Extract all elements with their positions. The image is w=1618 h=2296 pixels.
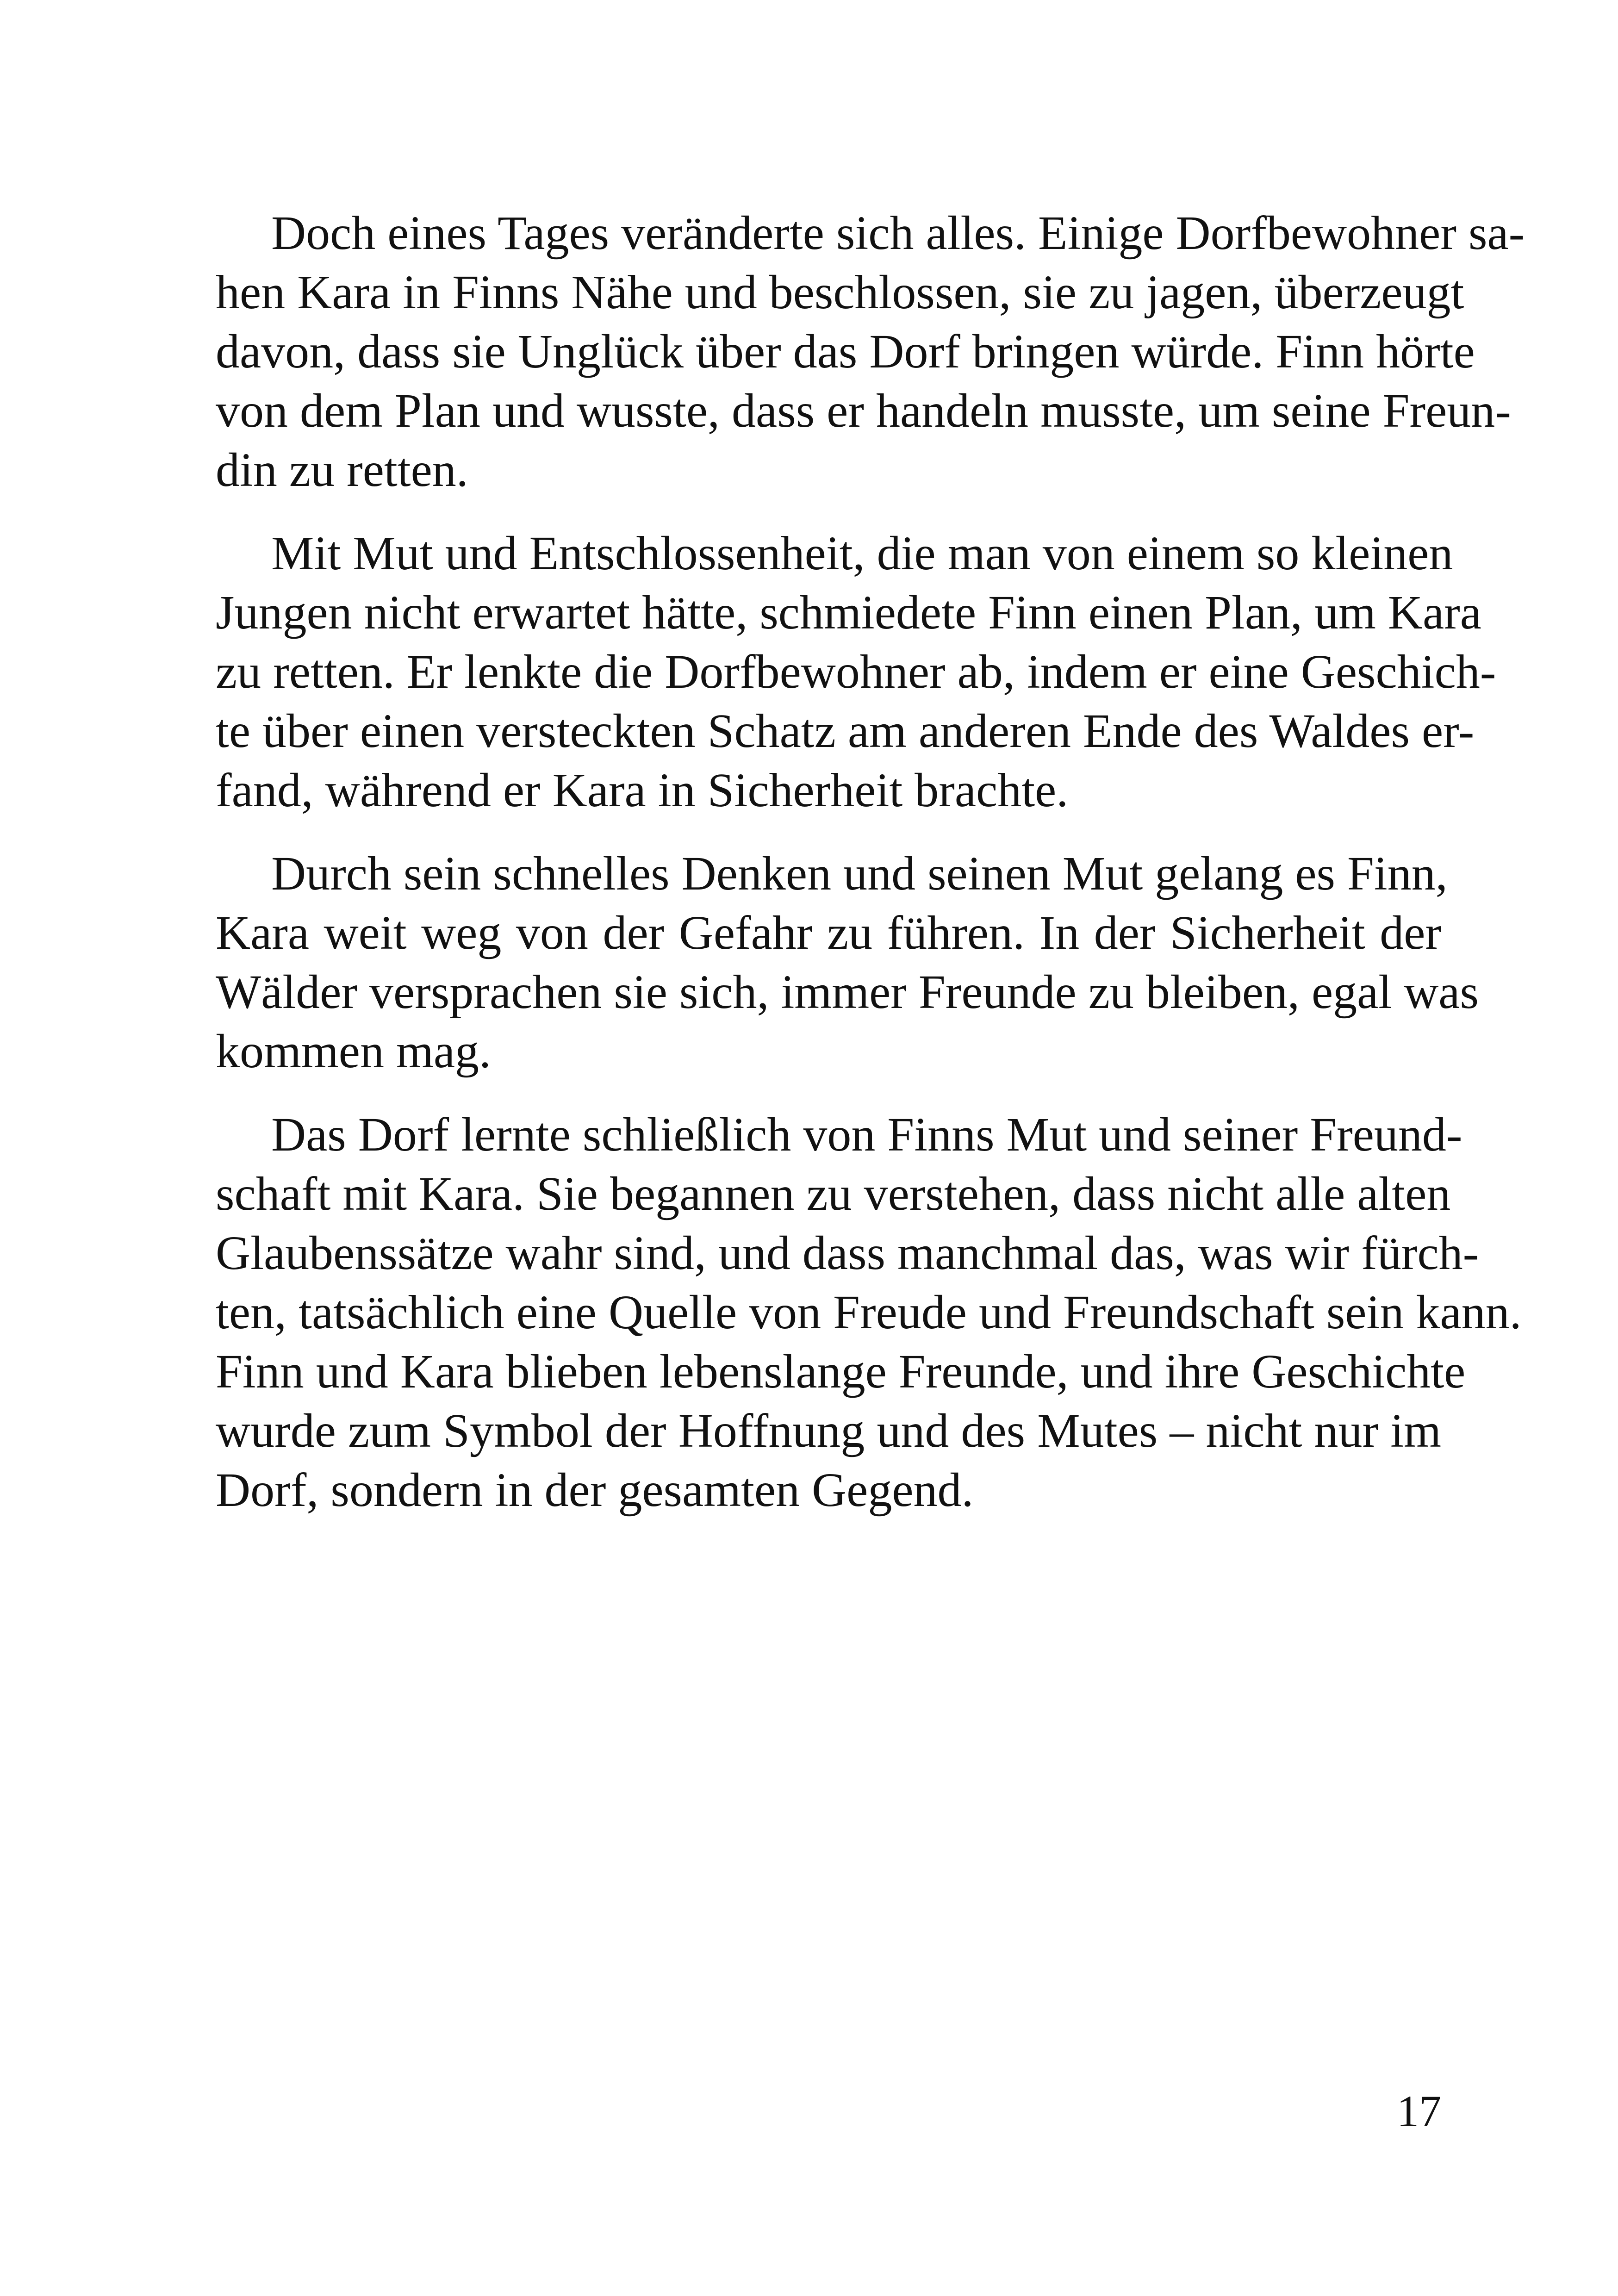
- body-text: [216, 204, 1525, 1520]
- paragraph-4-line-4: ten, tatsächlich eine Quelle von Freude und Freundschaft sein kann.: [216, 1286, 1522, 1339]
- paragraph-4-line-2: schaft mit Kara. Sie begannen zu verstehen, dass nicht alle alten: [216, 1167, 1451, 1220]
- paragraph-2-line-4: te über einen versteckten Schatz am anderen Ende des Waldes er-: [216, 704, 1475, 758]
- paragraph-3-line-2: Kara weit weg von der Gefahr zu führen. In der Sicherheit der: [216, 906, 1441, 959]
- paragraph-gap: [216, 820, 1441, 844]
- paragraph-2-line-2: Jungen nicht erwartet hätte, schmiedete Finn einen Plan, um Kara: [216, 586, 1481, 639]
- paragraph-4-line-1: Das Dorf lernte schließlich von Finns Mut und seiner Freund-: [271, 1108, 1462, 1161]
- paragraph-3-line-3: Wälder versprachen sie sich, immer Freunde zu bleiben, egal was: [216, 965, 1479, 1019]
- paragraph-4-line-3: Glaubenssätze wahr sind, und dass manchmal das, was wir fürch-: [216, 1226, 1479, 1280]
- paragraph-4-line-7: Dorf, sondern in der gesamten Gegend.: [216, 1463, 974, 1517]
- paragraph-1-line-2: hen Kara in Finns Nähe und beschlossen, sie zu jagen, überzeugt: [216, 266, 1464, 319]
- paragraph-gap: [216, 500, 1441, 524]
- paragraph-gap: [216, 1081, 1441, 1105]
- paragraph-4-line-6: wurde zum Symbol der Hoffnung und des Mutes – nicht nur im: [216, 1404, 1441, 1457]
- paragraph-2-line-3: zu retten. Er lenkte die Dorfbewohner ab, indem er eine Geschich-: [216, 645, 1496, 698]
- paragraph-2-line-1: Mit Mut und Entschlossenheit, die man von einem so kleinen: [271, 527, 1453, 580]
- paragraph-1-line-4: von dem Plan und wusste, dass er handeln musste, um seine Freun-: [216, 384, 1511, 437]
- paragraph-1-line-1: Doch eines Tages veränderte sich alles. Einige Dorfbewohner sa-: [271, 206, 1525, 260]
- paragraph-3-line-4: kommen mag.: [216, 1025, 492, 1078]
- page-number: 17: [1397, 2086, 1441, 2136]
- paragraph-1-line-3: davon, dass sie Unglück über das Dorf bringen würde. Finn hörte: [216, 325, 1475, 378]
- paragraph-1-line-5: din zu retten.: [216, 443, 468, 497]
- paragraph-2-line-5: fand, während er Kara in Sicherheit brachte.: [216, 764, 1069, 817]
- paragraph-3-line-1: Durch sein schnelles Denken und seinen Mut gelang es Finn,: [271, 847, 1448, 900]
- paragraph-4-line-5: Finn und Kara blieben lebenslange Freunde, und ihre Geschichte: [216, 1345, 1466, 1398]
